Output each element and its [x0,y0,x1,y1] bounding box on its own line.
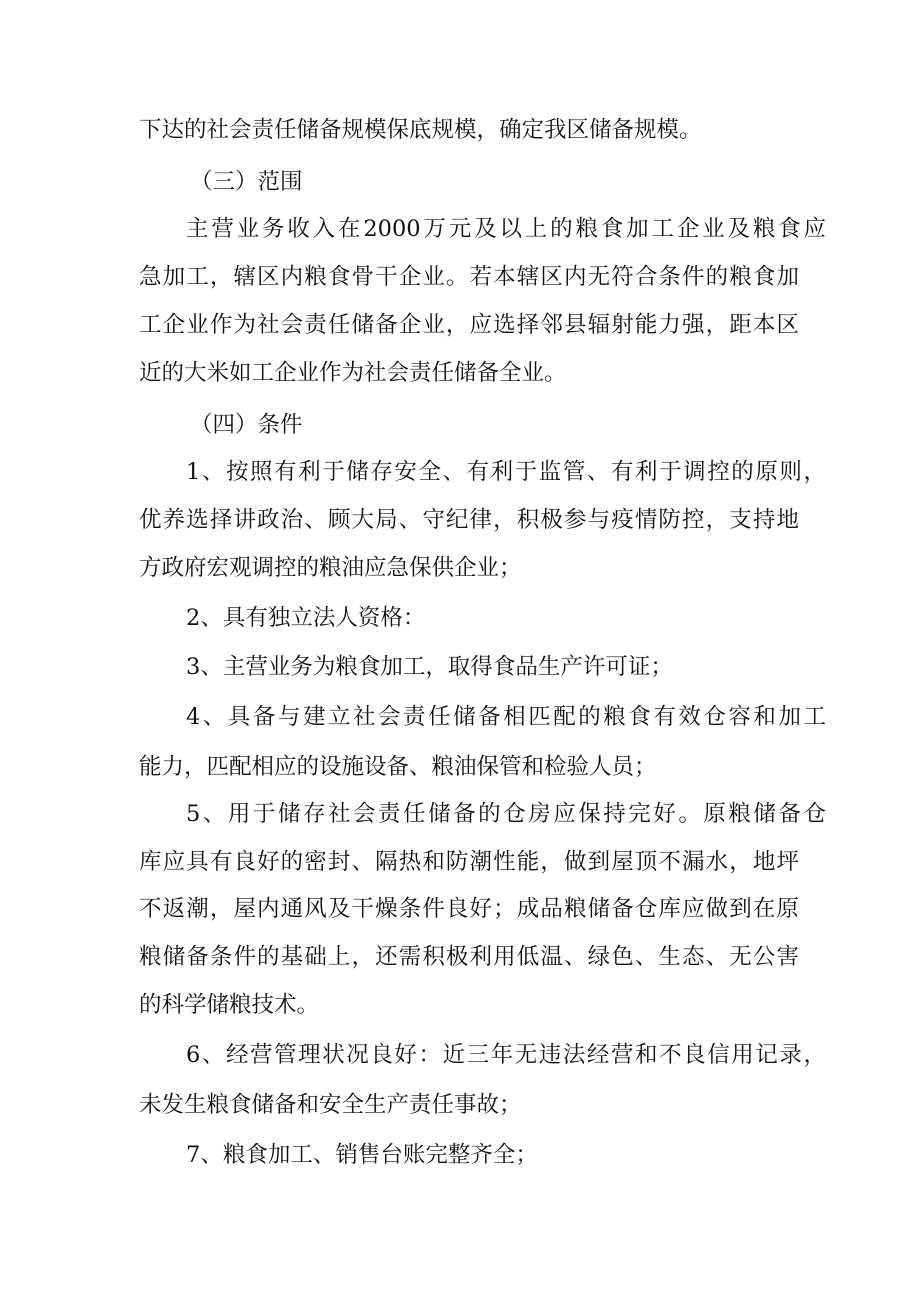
section-heading-conditions: （四）条件 [190,412,303,438]
section-heading-scope: （三）范围 [190,169,303,195]
text-line [139,894,799,924]
text-line [139,310,799,340]
text-line: 未发生粮食储备和安全生产责任事故； [139,1092,522,1118]
text-line-content: 库应具有良好的密封、隔热和防潮性能，做到屋顶不漏水，地坪 [139,849,799,875]
text-line [186,702,826,732]
text-line: 下达的社会责任储备规模保底规模，确定我区储备规模。 [139,117,702,143]
text-line: 近的大米如工企业作为社会责任储备全业。 [139,360,567,386]
text-line-content: 工企业作为社会责任储备企业，应选择邻县辐射能力强，距本区 [139,312,799,338]
text-line-content: 4、具备与建立社会责任储备相匹配的粮食有效仓容和加工 [186,704,826,730]
text-line-content: 优养选择讲政治、顾大局、守纪律，积极参与疫情防控，支持地 [139,507,799,533]
text-line: 3、主营业务为粮食加工，取得食品生产许可证； [186,654,673,680]
text-line-content: 1、按照有利于储存安全、有利于监管、有利于调控的原则， [186,459,826,485]
text-line: 能力，匹配相应的设施设备、粮油保管和检验人员； [139,754,657,780]
text-line-content: 5、用于储存社会责任储备的仓房应保持完好。原粮储备仓 [186,801,826,827]
text-line: 的科学储粮技术。 [139,992,320,1018]
text-line [139,262,799,292]
text-line [139,942,799,972]
text-line-content: 主营业务收入在2000万元及以上的粮食加工企业及粮食应 [186,216,826,242]
text-line [186,214,826,244]
text-line [186,457,826,487]
text-line [139,847,799,877]
text-line [139,505,799,535]
text-line-content: 6、经营管理状况良好：近三年无违法经营和不良信用记录， [186,1042,826,1068]
text-line: 7、粮食加工、销售台账完整齐全； [186,1142,538,1168]
text-line-content: 急加工，辖区内粮食骨干企业。若本辖区内无符合条件的粮食加 [139,264,799,290]
text-line-content: 不返潮，屋内通风及干燥条件良好；成品粮储备仓库应做到在原 [139,896,799,922]
text-line-content: 粮储备条件的基础上，还需积极利用低温、绿色、生态、无公害 [139,944,799,970]
text-line: 2、具有独立法人资格： [186,605,426,631]
text-line [186,1040,826,1070]
text-line: 方政府宏观调控的粮油应急保供企业； [139,555,522,581]
text-line [186,799,826,829]
